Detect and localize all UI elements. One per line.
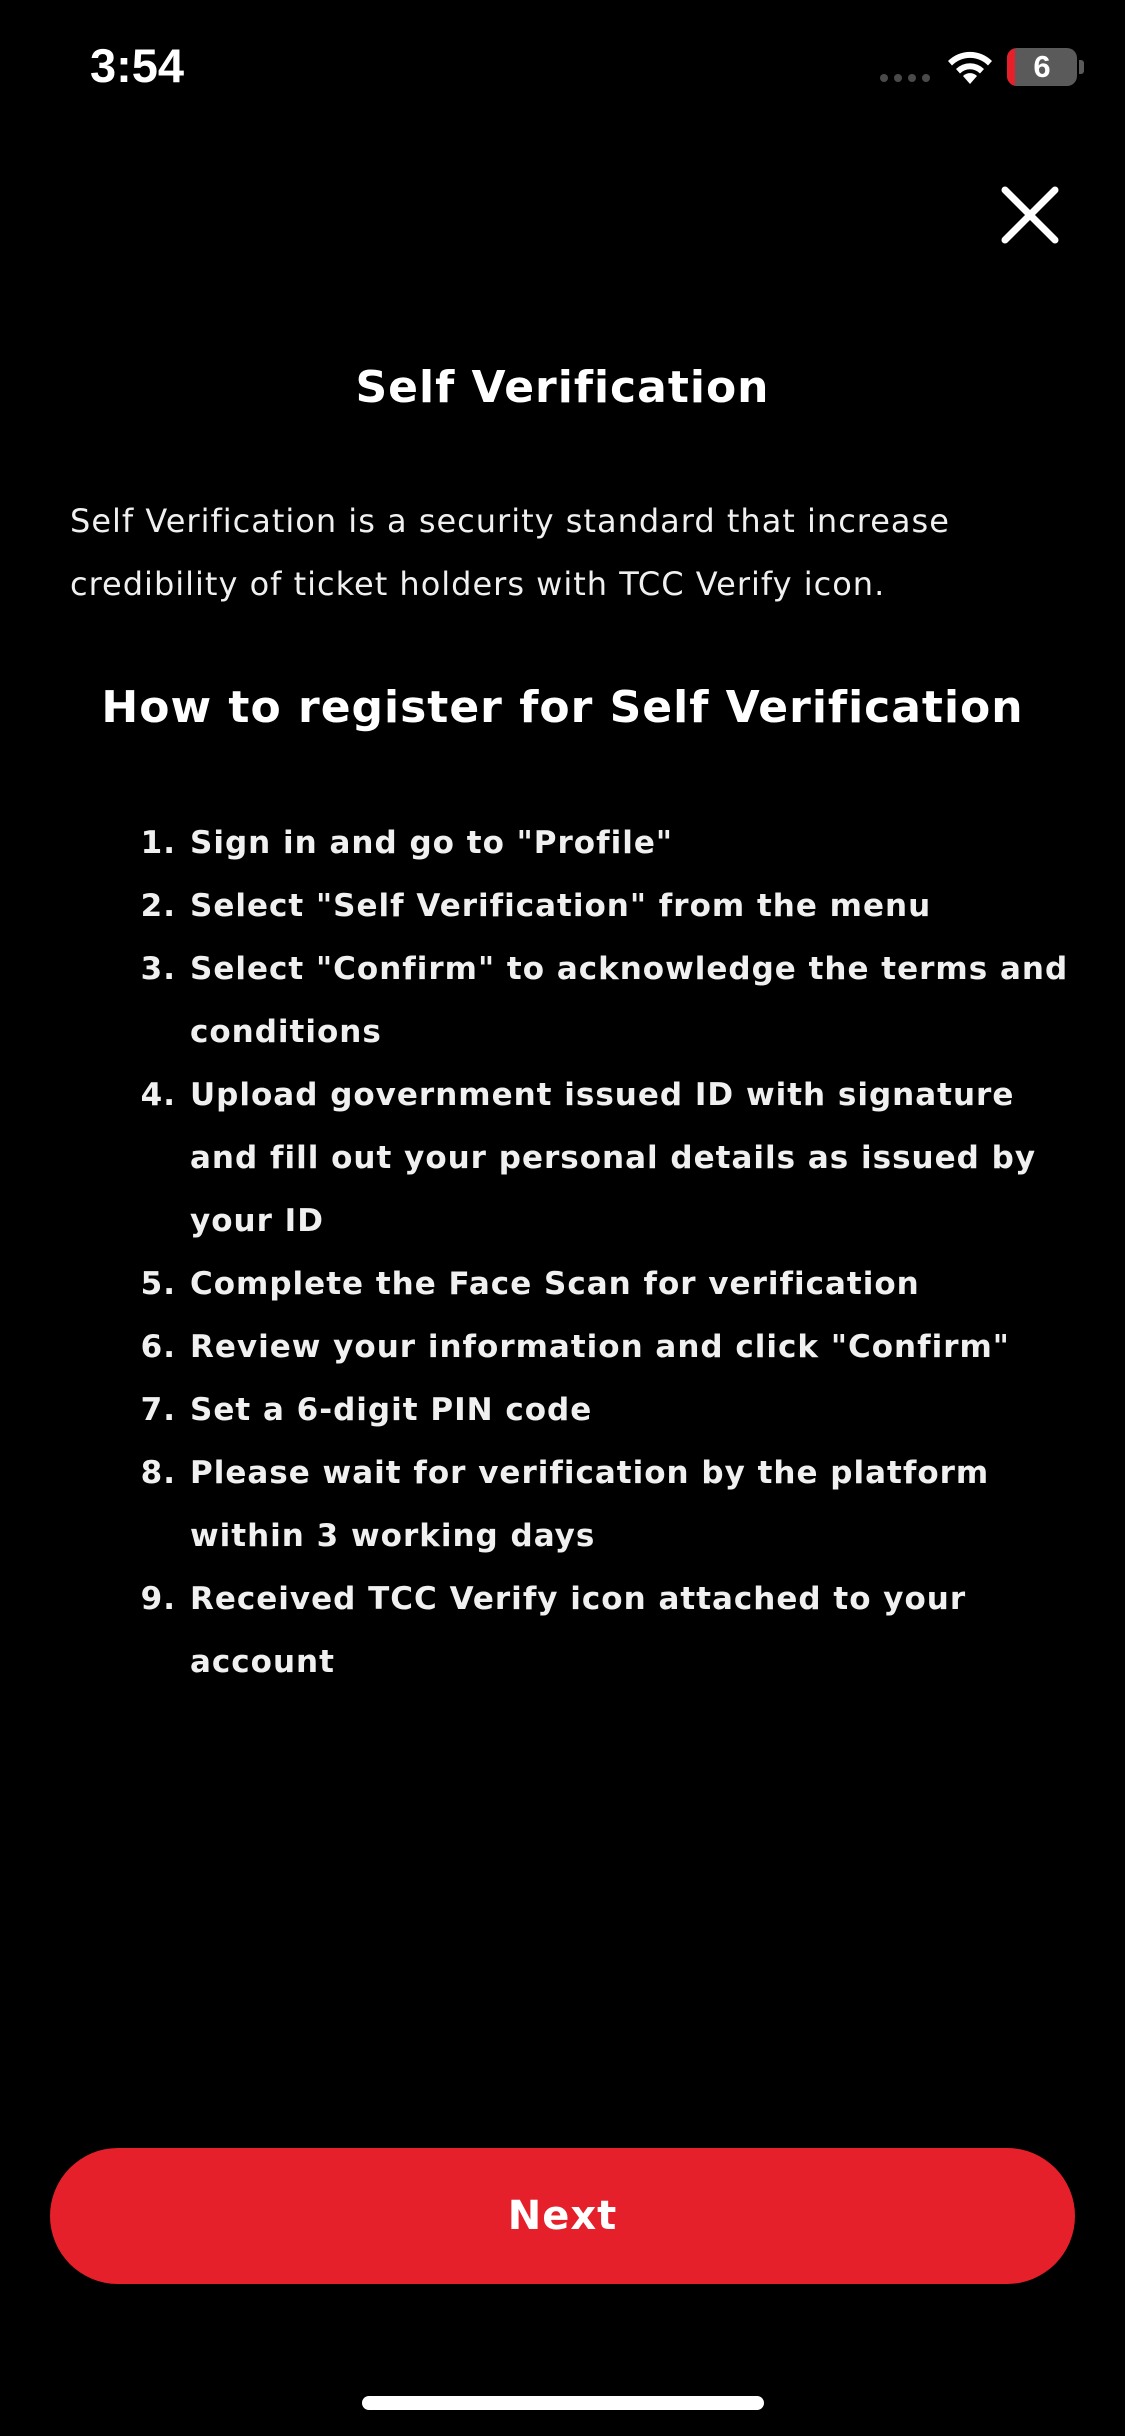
section-title: How to register for Self Verification: [101, 682, 1024, 733]
next-button[interactable]: Next: [50, 2148, 1075, 2284]
list-item: [140, 812, 1070, 875]
close-icon[interactable]: [995, 180, 1065, 250]
step-number: 1.: [140, 825, 176, 861]
step-text: Select "Self Verification" from the menu: [190, 888, 932, 924]
list-item: [140, 1316, 1070, 1379]
step-number: 7.: [140, 1392, 176, 1428]
home-indicator[interactable]: [362, 2396, 764, 2410]
step-text: Review your information and click "Confirm": [190, 1329, 1010, 1365]
list-item: [140, 1379, 1070, 1442]
status-bar: [0, 0, 1125, 140]
page-title: Self Verification: [355, 362, 770, 413]
list-item: [140, 1253, 1070, 1316]
list-item: [140, 875, 1070, 938]
step-number: 9.: [140, 1581, 176, 1617]
list-item: [140, 1568, 1070, 1694]
list-item: [140, 1064, 1070, 1253]
step-number: 4.: [140, 1077, 176, 1113]
steps-list: [140, 812, 1070, 1694]
list-item: [140, 1442, 1070, 1568]
step-text: Please wait for verification by the platform within 3 working days: [190, 1455, 990, 1554]
step-number: 8.: [140, 1455, 176, 1491]
step-number: 3.: [140, 951, 176, 987]
wifi-icon: [944, 46, 996, 86]
step-number: 6.: [140, 1329, 176, 1365]
battery-nub: [1079, 60, 1084, 74]
step-text: Select "Confirm" to acknowledge the terms and conditions: [190, 951, 1069, 1050]
step-text: Sign in and go to "Profile": [190, 825, 674, 861]
step-number: 2.: [140, 888, 176, 924]
step-text: Set a 6-digit PIN code: [190, 1392, 593, 1428]
step-number: 5.: [140, 1266, 176, 1302]
intro-text: Self Verification is a security standard that increase credibility of ticket holders with TCC Verify icon.: [70, 502, 950, 603]
status-time: 3:54: [90, 39, 185, 92]
signal-icon: [880, 74, 930, 82]
list-item: [140, 938, 1070, 1064]
step-text: Complete the Face Scan for verification: [190, 1266, 920, 1302]
step-text: Upload government issued ID with signature and fill out your personal details as issued by your ID: [190, 1077, 1037, 1239]
battery-icon: [1007, 48, 1077, 86]
battery-level: 6: [1033, 49, 1051, 84]
step-text: Received TCC Verify icon attached to your account: [190, 1581, 967, 1680]
